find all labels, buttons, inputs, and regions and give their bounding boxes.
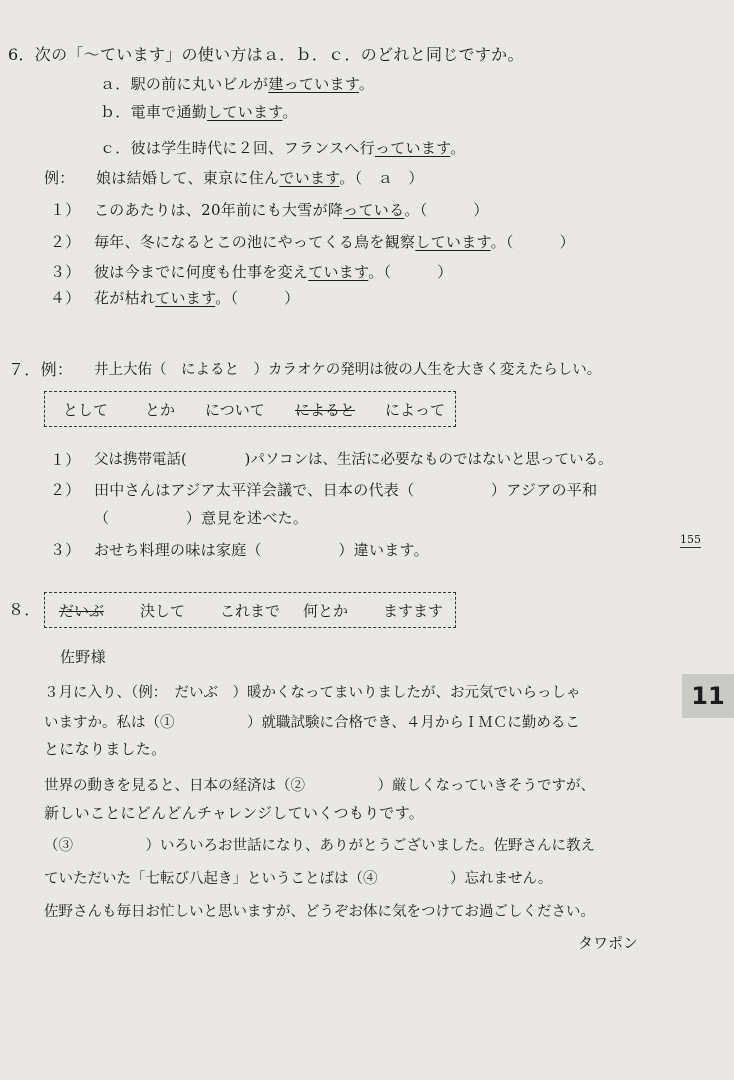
q7-choice-used: によると [295, 400, 356, 419]
q8-choice-used: だいぶ [59, 601, 105, 620]
q6-example-label: 例： [44, 169, 75, 187]
q6-example: 娘は結婚して、東京に住んでいます。（ ａ ） [96, 169, 424, 187]
q7-choice: とか [145, 400, 176, 419]
letter-line: いますか。私は（① ）就職試験に合格でき、４月からＩＭＣに勤めるこ [44, 715, 580, 731]
q8-choice: 何とか [303, 601, 349, 620]
letter-line: 佐野さんも毎日お忙しいと思いますが、どうぞお体に気をつけてお過ごしください。 [44, 904, 595, 920]
q6-item-4: 花が枯れています。（ ） [94, 289, 300, 307]
chapter-tab: 11 [682, 674, 734, 718]
q6-item-2-num: ２） [50, 233, 81, 251]
letter-line: ていただいた「七転び八起き」ということばは（④ ）忘れません。 [44, 871, 553, 887]
page-number: 155 [680, 533, 701, 546]
q6-item-1-num: １） [50, 201, 81, 219]
q7-choice: について [205, 400, 265, 419]
q6-item-2: 毎年、冬になるとこの池にやってくる鳥を観察しています。（ ） [94, 233, 575, 251]
q6-option-b: ｂ．電車で通勤しています。 [100, 103, 298, 121]
q8-choice-box [44, 592, 456, 628]
q8-choice: 決して [140, 601, 186, 620]
letter-line: 世界の動きを見ると、日本の経済は（② ）厳しくなっていきそうですが、 [44, 778, 595, 794]
q6-item-3: 彼は今までに何度も仕事を変えています。（ ） [94, 263, 453, 281]
q6-option-a: ａ．駅の前に丸いビルが建っています。 [100, 75, 375, 93]
q6-item-3-num: ３） [50, 263, 81, 281]
q7-item-2-cont: （ ）意見を述べた。 [94, 509, 309, 527]
q7-item-3: おせち料理の味は家庭（ ）違います。 [94, 541, 429, 559]
letter-line: ３月に入り、（例： だいぶ ）暖かくなってまいりましたが、お元気でいらっしゃ [44, 685, 581, 701]
q6-option-c: ｃ．彼は学生時代に２回、フランスへ行っています。 [100, 139, 466, 157]
letter-line: （③ ）いろいろお世話になり、ありがとうございました。佐野さんに教え [44, 838, 595, 854]
q7-choice: によって [385, 400, 446, 419]
letter-signature: タワポン [578, 934, 639, 952]
q7-item-1: 父は携帯電話( )パソコンは、生活に必要なものではないと思っている。 [94, 452, 613, 468]
q7-item-2: 田中さんはアジア太平洋会議で、日本の代表（ ）アジアの平和 [94, 481, 598, 499]
q8-num: ８． [8, 600, 41, 619]
q7-choice-box [44, 391, 456, 427]
letter-line: とになりました。 [44, 740, 167, 758]
letter-salutation: 佐野様 [60, 648, 106, 666]
q6-item-1: このあたりは、20年前にも大雪が降っている。（ ） [94, 201, 489, 219]
q7-item-1-num: １） [50, 451, 81, 469]
q8-choice: ますます [383, 601, 444, 620]
q7-example: 井上大佑（ によると ）カラオケの発明は彼の人生を大きく変えたらしい。 [94, 362, 602, 378]
q7-choice: として [63, 400, 109, 419]
letter-line: 新しいことにどんどんチャレンジしていくつもりです。 [44, 804, 425, 822]
q8-choice: これまで [220, 601, 281, 620]
q6-title: 6．次の「〜ています」の使い方はａ．ｂ．ｃ．のどれと同じですか。 [8, 45, 524, 64]
q7-item-3-num: ３） [50, 541, 81, 559]
q7-item-2-num: ２） [50, 481, 81, 499]
q7-head: ７．例： [8, 360, 74, 379]
q6-item-4-num: ４） [50, 289, 81, 307]
